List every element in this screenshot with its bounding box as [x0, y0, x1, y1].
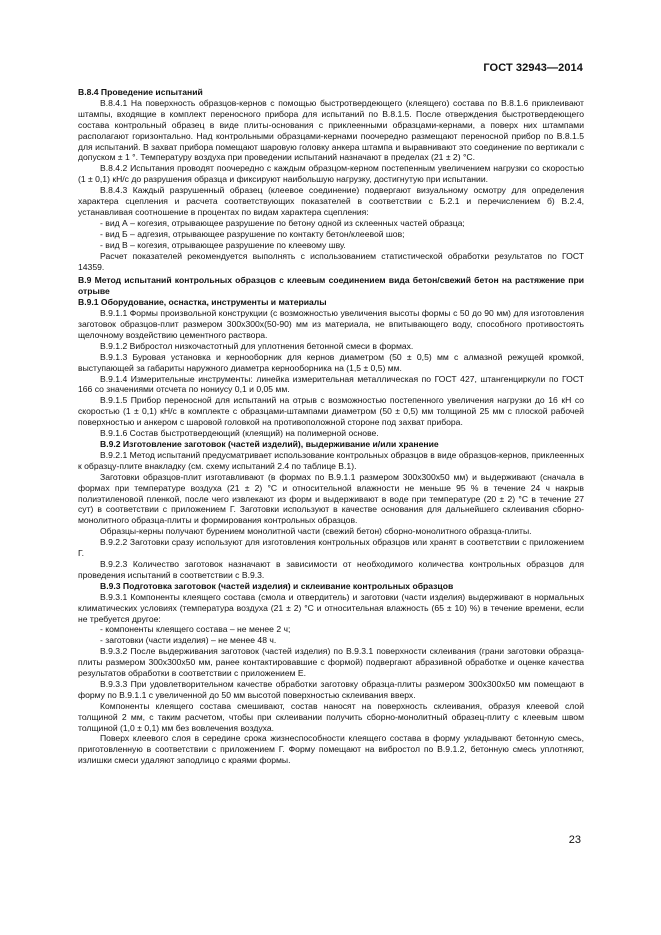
paragraph: Образцы-керны получают бурением монолитной части (свежий бетон) сборно-монолитного образца-плиты.: [100, 526, 532, 537]
document-body: [78, 87, 584, 766]
paragraph: В.9.1.4 Измерительные инструменты: линейка измерительная металлическая по ГОСТ 427, штангенциркули по ГОСТ 166 со значениями отсчета по нониусу 0,1 и 0,05 мм.: [78, 373, 584, 395]
section-heading: В.8.4 Проведение испытаний: [78, 87, 203, 97]
paragraph: Компоненты клеящего состава смешивают, состав наносят на поверхность склеивания, образуя клеевой слой толщиной 2 мм, с таким расчетом, чтобы при склеивании получить сборно-монолитный образец-плиту с клеевым швом толщиной (1,0 ± 0,1) мм без вовлечения воздуха.: [78, 700, 584, 733]
list-item: - вид Б – адгезия, отрывающее разрушение по контакту бетон/клеевой шов;: [100, 228, 405, 239]
list-item: - вид В – когезия, отрывающее разрушение по клеевому шву.: [100, 239, 346, 250]
list-item: - заготовки (части изделия) – не менее 48 ч.: [100, 635, 277, 646]
page-number: 23: [568, 834, 581, 846]
paragraph: В.9.2.2 Заготовки сразу используют для изготовления контрольных образцов или хранят в соответствии с приложением Г.: [78, 537, 584, 559]
paragraph: В.9.1.6 Состав быстротвердеющий (клеящий) на полимерной основе.: [100, 428, 379, 439]
paragraph: Расчет показателей рекомендуется выполнять с использованием статистической обработки результатов по ГОСТ 14359.: [78, 250, 584, 272]
paragraph: Поверх клеевого слоя в середине срока жизнеспособности клеящего состава в форму укладывают бетонную смесь, приготовленную в соответствии с приложением Г. Форму помещают на вибростол по В.9.1.2, бетонную смесь уплотняют, излишки смеси удаляют заподлицо с краями формы.: [78, 733, 584, 766]
paragraph: В.9.2.3 Количество заготовок назначают в зависимости от необходимого количества контрольных образцов для проведения испытаний в соответствии с В.9.3.: [78, 558, 584, 580]
section-heading: В.9 Метод испытаний контрольных образцов с клеевым соединением вида бетон/свежий бетон на растяжение при отрыве: [78, 275, 584, 297]
paragraph: В.9.3.2 После выдерживания заготовок (частей изделия) по В.9.3.1 поверхности склеивания (грани заготовки образца-плиты размером 300х300х50 мм, ранее контактировавшие с формой) подвергают абразивной обработке и оценке качества результатов обработки в соответствии с приложением Е.: [78, 646, 584, 679]
paragraph: В.9.3.3 При удовлетворительном качестве обработки заготовку образца-плиты размером 300х300х50 мм помещают в форму по В.9.1.1 с увеличенной до 50 мм высотой поверхностью склеивания вверх.: [78, 678, 584, 700]
section-heading: В.9.3 Подготовка заготовок (частей изделия) и склеивание контрольных образцов: [100, 580, 454, 591]
paragraph: В.8.4.3 Каждый разрушенный образец (клеевое соединение) подвергают визуальному осмотру для определения характера сцепления и расчета соответствующих показателей в соответствии с Б.2.1 и перечислением б) В.2.4, устанавливая соотношение в процентах по видам характера сцепления:: [78, 185, 584, 217]
paragraph: В.9.3.1 Компоненты клеящего состава (смола и отвердитель) и заготовки (части изделия) выдерживают в нормальных климатических условиях (температура воздуха (21 ± 2) °С и относительная влажность (65 ± 10) %) в течение времени, если не требуется другое:: [78, 591, 584, 624]
paragraph: В.9.1.1 Формы произвольной конструкции (с возможностью увеличения высоты формы с 50 до 90 мм) для изготовления заготовок образцов-плит размером 300х300х(50-90) мм из материала, не впитывающего воду, способного противостоять щелочному воздействию цементного раствора.: [78, 308, 584, 340]
section-heading: В.9.2 Изготовление заготовок (частей изделий), выдерживание и/или хранение: [100, 439, 439, 449]
list-item: - вид А – когезия, отрывающее разрушение по бетону одной из склеенных частей образца;: [100, 217, 465, 228]
paragraph: В.8.4.2 Испытания проводят поочередно с каждым образцом-керном постепенным увеличением нагрузки со скоростью (1 ± 0,1) кН/с до разрушения образца и фиксируют наибольшую нагрузку, достигнутую при испытании.: [78, 163, 584, 185]
paragraph: В.9.1.5 Прибор переносной для испытаний на отрыв с возможностью постепенного увеличения нагрузки до 16 кН со скоростью (1 ± 0,1) кН/с в комплекте с образцами-штампами диаметром (50 ± 0,5) мм толщиной 25 мм с плоской рабочей поверхностью и анкером с шаровой головкой на противоположной стороне под захват прибора.: [78, 395, 584, 428]
paragraph: В.9.2.1 Метод испытаний предусматривает использование контрольных образцов в виде образцов-кернов, приклеенных к образцу-плите внакладку (см. схему испытаний 2.4 по таблице В.1).: [78, 449, 584, 471]
paragraph: В.8.4.1 На поверхность образцов-кернов с помощью быстротвердеющего (клеящего) состава по В.8.1.6 приклеивают штампы, входящие в комплект переносного прибора для испытаний по В.8.1.5. После отверждения быстротвердеющего состава контрольный образец в виде плиты-основания с приклеенными образцами-кернами, а поверх них штампами располагают горизонтально. Над контрольными образцами-кернами поочередно размещают переносной прибор по В.8.1.5 для испытаний. В захват прибора помещают шаровую головку анкера штампа и выравнивают это соединение по вертикали с допуском ± 1 °. Температуру воздуха при проведении испытаний назначают в пределах (21 ± 2) °С.: [78, 97, 584, 163]
document-code: ГОСТ 32943—2014: [483, 62, 583, 74]
paragraph: В.9.1.2 Вибростол низкочастотный для уплотнения бетонной смеси в формах.: [100, 340, 414, 351]
paragraph: В.9.1.3 Буровая установка и кернооборник для кернов диаметром (50 ± 0,5) мм с алмазной режущей кромкой, выступающей за габариты наружного диаметра кернооборника на (1,5 ± 0,5) мм.: [78, 351, 584, 373]
section-heading: В.9.1 Оборудование, оснастка, инструменты и материалы: [78, 297, 327, 308]
paragraph: Заготовки образцов-плит изготавливают (в формах по В.9.1.1 размером 300х300х50 мм) и выдерживают (сначала в формах при температуре воздуха (21 ± 2) °С и относительной влажности не меньше 95 % в течение 24 ч накрыв полиэтиленовой пленкой, после чего извлекают из форм и выдерживают в воде при температуре (20 ± 2) °С в течение 27 сут) в соответствии с приложением Г. Заготовки используют в качестве основания для дальнейшего склеивания сборно-монолитного образца-плиты и формирования контрольных образцов.: [78, 471, 584, 526]
list-item: - компоненты клеящего состава – не менее 2 ч;: [100, 624, 291, 635]
